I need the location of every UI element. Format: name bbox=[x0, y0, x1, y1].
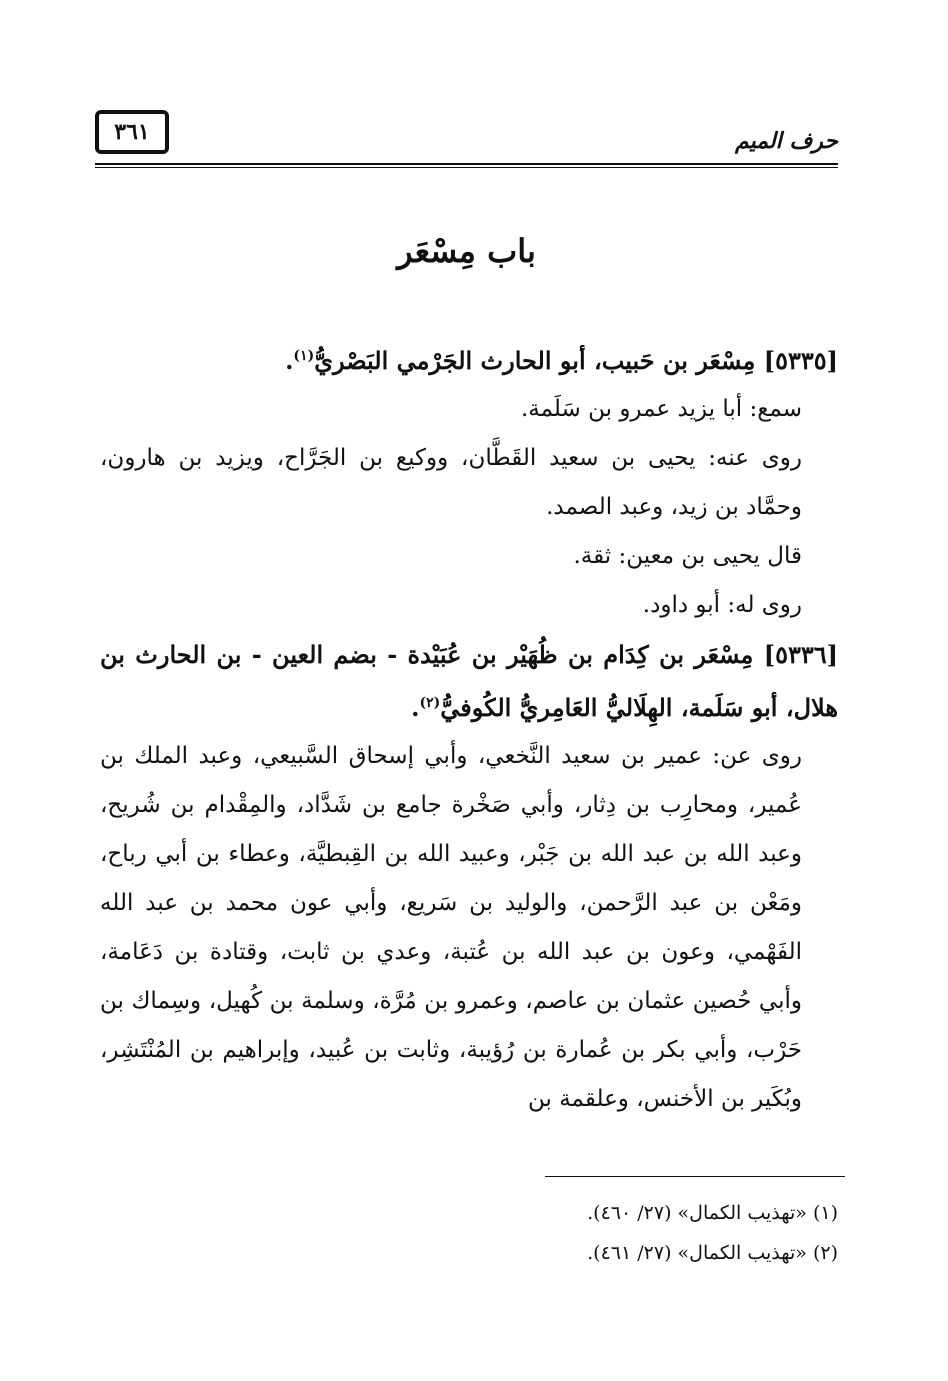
header-rule bbox=[95, 163, 838, 165]
entry-line: سمع: أبا يزيد عمرو بن سَلَمة. bbox=[520, 396, 802, 422]
entry-line: روى عنه: يحيى بن سعيد القَطَّان، ووكيع بن الجَرَّاح، ويزيد بن هارون، وحمَّاد بن زيد، وعبد الصمد. bbox=[100, 445, 802, 520]
running-title: حرف الميم bbox=[734, 128, 838, 154]
header-rule-thin bbox=[95, 167, 838, 168]
entry-heading-text: [٥٣٣٦] مِسْعَر بن كِدَام بن ظُهَيْر بن عُبَيْدة - بضم العين - بن الحارث بن هلال، أبو سَلَمة، الهِلَاليُّ العَامِريُّ الكُوفيُّ bbox=[100, 640, 838, 722]
entry-heading-end: . bbox=[411, 693, 420, 722]
entry-line: قال يحيى بن معين: ثقة. bbox=[573, 543, 802, 569]
entry-heading bbox=[100, 630, 838, 732]
footnotes bbox=[100, 1193, 838, 1273]
main-text bbox=[100, 332, 838, 1124]
footnote: (١) «تهذيب الكمال» (٢٧/ ٤٦٠). bbox=[587, 1202, 838, 1224]
page-number: ٣٦١ bbox=[95, 110, 169, 154]
entry-line: روى عن: عمير بن سعيد النَّخعي، وأبي إسحاق السَّبيعي، وعبد الملك بن عُمير، ومحارِب بن دِثار، وأبي صَخْرة جامع بن شَدَّاد، والمِقْدام بن شُريح، وعبد الله بن عبد الله بن جَبْر، وعبيد الله بن القِبطيَّة، وعطاء بن أبي رباح، ومَعْن بن عبد الرَّحمن، والوليد بن سَريع، وأبي عون محمد بن عبد الله الفَهْمي، وعون بن عبد الله بن عُتبة، وعدي بن ثابت، وقتادة بن دَعَامة، وأبي حُصين عثمان بن عاصم، وعمرو بن مُرَّة، وسلمة بن كُهيل، وسِماك بن حَرْب، وأبي بكر بن عُمارة بن رُؤيبة، وثابت بن عُبيد، وإبراهيم بن المُنْتَشِر، وبُكَير بن الأخنس، وعلقمة بن bbox=[100, 743, 802, 1112]
footnote-ref: (١) bbox=[293, 348, 315, 364]
entry-heading-text: [٥٣٣٥] مِسْعَر بن حَبيب، أبو الحارث الجَرْمي البَصْريُّ bbox=[314, 346, 838, 375]
footnote-ref: (٢) bbox=[419, 695, 441, 711]
entry-line: روى له: أبو داود. bbox=[642, 592, 802, 618]
entry-heading bbox=[100, 332, 838, 385]
footnote-rule bbox=[545, 1176, 845, 1177]
footnote: (٢) «تهذيب الكمال» (٢٧/ ٤٦١). bbox=[587, 1242, 838, 1264]
entry-heading-end: . bbox=[285, 346, 294, 375]
chapter-title: باب مِسْعَر bbox=[397, 232, 536, 270]
page-header bbox=[95, 108, 838, 168]
